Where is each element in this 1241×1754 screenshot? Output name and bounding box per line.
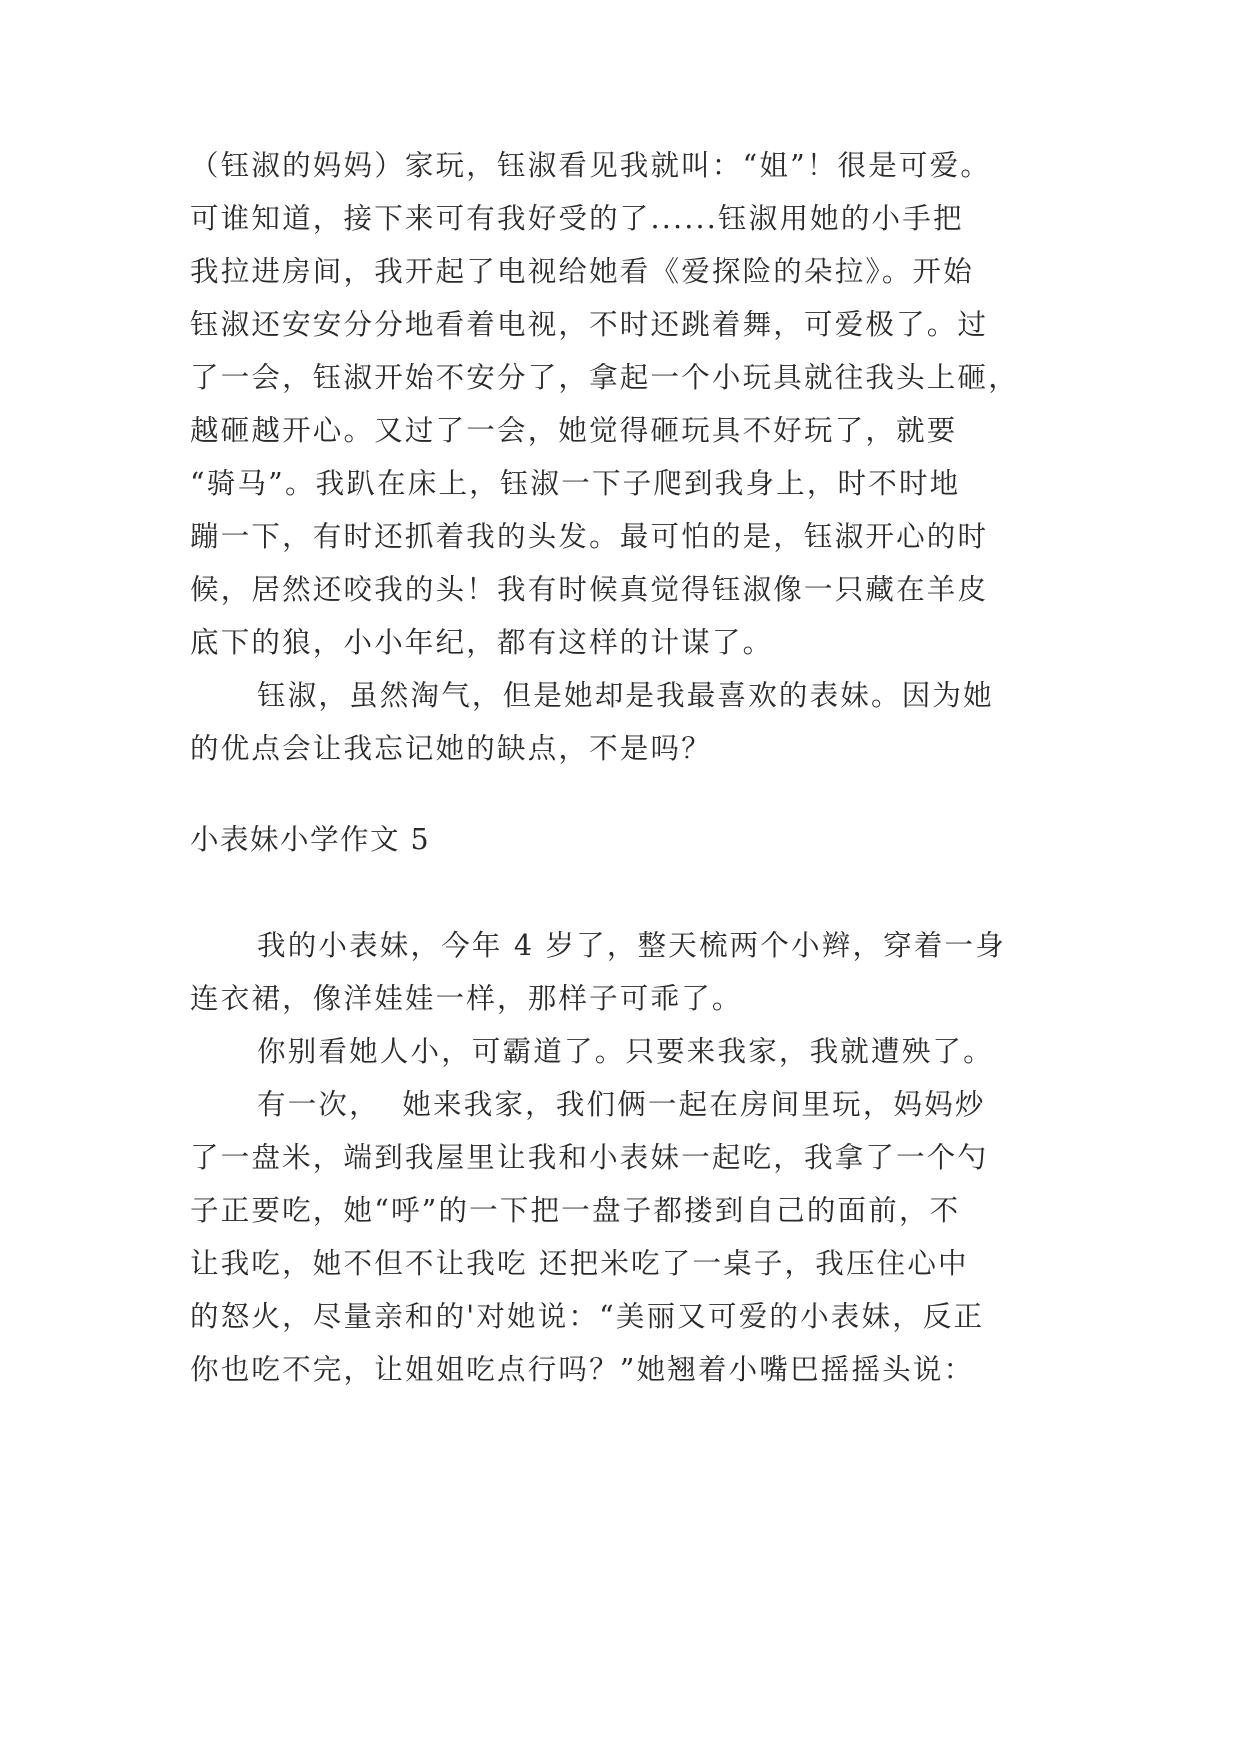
text-line: 你别看她人小，可霸道了。只要来我家，我就遭殃了。: [257, 1035, 994, 1068]
text-line: 让我吃，她不但不让我吃 还把米吃了一桌子，我压住心中: [190, 1247, 969, 1280]
text-line: 钰淑还安安分分地看着电视，不时还跳着舞，可爱极了。过: [190, 308, 989, 341]
text-line: 有一次， 她来我家，我们俩一起在房间里玩，妈妈炒: [257, 1088, 986, 1121]
text-line: 了一会，钰淑开始不安分了，拿起一个小玩具就往我头上砸，: [190, 361, 1019, 394]
text-line: 可谁知道，接下来可有我好受的了......钰淑用她的小手把: [190, 202, 964, 235]
text-line: 我的小表妹，今年 4 岁了，整天梳两个小辫，穿着一身: [257, 929, 1006, 962]
section-title: 小表妹小学作文 5: [190, 823, 431, 856]
text-line: 了一盘米，端到我屋里让我和小表妹一起吃，我拿了一个勺: [190, 1141, 989, 1174]
text-line: 蹦一下，有时还抓着我的头发。最可怕的是，钰淑开心的时: [190, 520, 989, 553]
text-line: 的优点会让我忘记她的缺点，不是吗？: [190, 732, 712, 765]
text-line: “骑马”。我趴在床上，钰淑一下子爬到我身上，时不时地: [190, 467, 961, 500]
text-line: 的怒火，尽量亲和的'对她说：“美丽又可爱的小表妹，反正: [190, 1300, 985, 1333]
text-line: 子正要吃，她“呼”的一下把一盘子都搂到自己的面前，不: [190, 1194, 961, 1227]
text-line: 钰淑，虽然淘气，但是她却是我最喜欢的表妹。因为她: [257, 679, 994, 712]
text-line: 越砸越开心。又过了一会，她觉得砸玩具不好玩了，就要: [190, 414, 958, 447]
text-line: 我拉进房间，我开起了电视给她看《爱探险的朵拉》。开始: [190, 255, 974, 288]
text-line: 连衣裙，像洋娃娃一样，那样子可乖了。: [190, 982, 743, 1015]
text-line: （钰淑的妈妈）家玩，钰淑看见我就叫：“姐”！很是可爱。: [190, 149, 992, 182]
text-line: 你也吃不完，让姐姐吃点行吗？”她翘着小嘴巴摇摇头说：: [190, 1353, 975, 1386]
text-line: 候，居然还咬我的头！我有时候真觉得钰淑像一只藏在羊皮: [190, 573, 989, 606]
text-line: 底下的狼，小小年纪，都有这样的计谋了。: [190, 626, 774, 659]
